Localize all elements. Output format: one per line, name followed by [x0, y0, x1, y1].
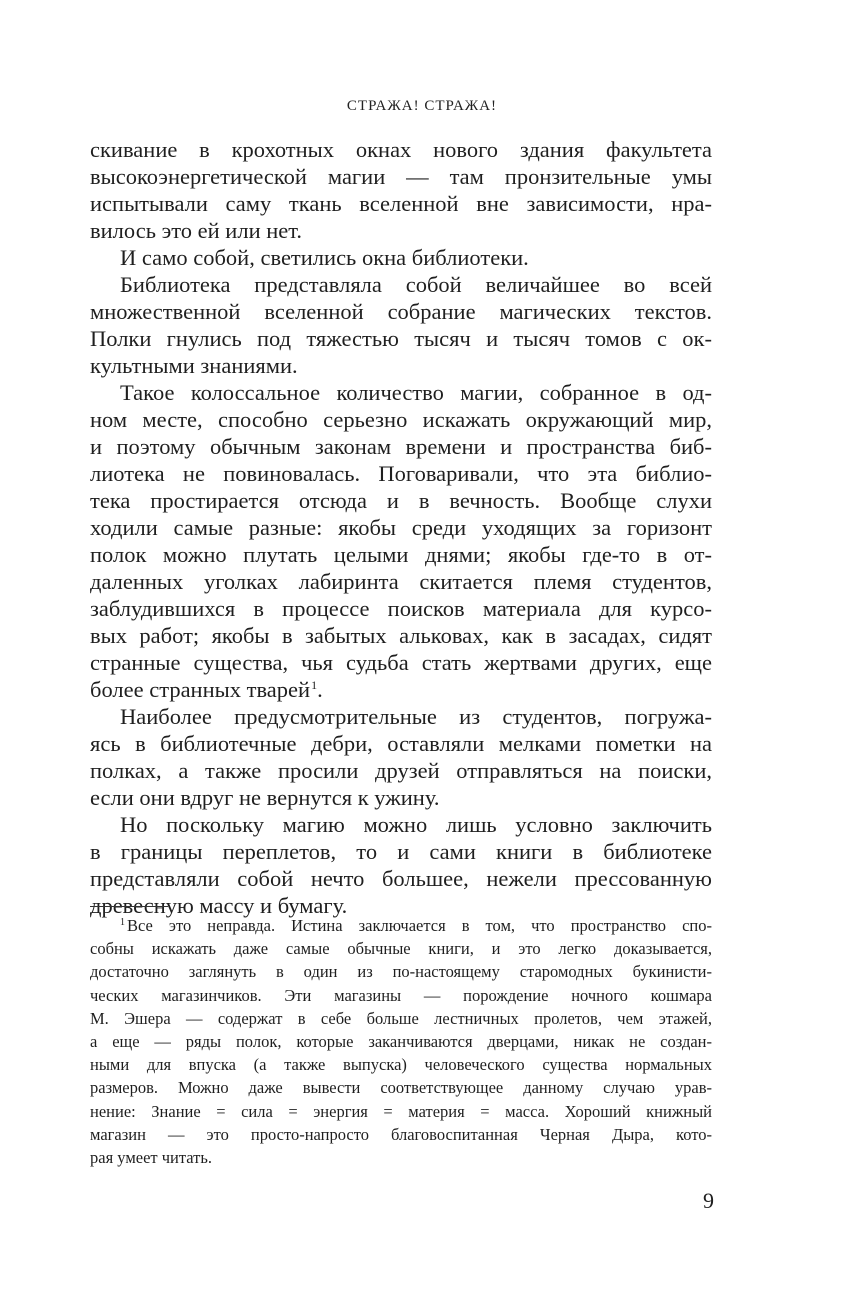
footnote — [90, 914, 712, 1169]
text-line: представляли собой нечто большее, нежели прессованную — [90, 866, 712, 891]
text-line: даленных уголках лабиринта скитается племя студентов, — [90, 569, 712, 594]
footnote-line: достаточно заглянуть в один из по-настоящему старомодных букинисти- — [90, 962, 712, 982]
footnote-line: магазин — это просто-напросто благовоспитанная Черная Дыра, кото- — [90, 1124, 712, 1144]
text-line: ном месте, способно серьезно искажать окружающий мир, — [90, 407, 712, 432]
text-line: полках, а также просили друзей отправляться на поиски, — [90, 758, 712, 783]
text-line: испытывали саму ткань вселенной вне зависимости, нра- — [90, 191, 712, 216]
text-line: странные существа, чья судьба стать жертвами других, еще — [90, 650, 712, 675]
footnote-line-content: Все это неправда. Истина заключается в том, что пространство спо- — [127, 916, 712, 935]
text-line: скивание в крохотных окнах нового здания факультета — [90, 137, 712, 162]
text-line: лиотека не повиновалась. Поговаривали, что эта библио- — [90, 461, 712, 486]
footnote-line: М. Эшера — содержат в себе больше лестничных пролетов, чем этажей, — [90, 1008, 712, 1028]
text-line: множественной вселенной собрание магических текстов. — [90, 299, 712, 324]
sentence-period: . — [317, 677, 323, 702]
text-line-with-footnote-ref — [90, 676, 712, 703]
running-head: СТРАЖА! СТРАЖА! — [346, 98, 498, 114]
text-line: вых работ; якобы в забытых альковах, как в засадах, сидят — [90, 623, 712, 648]
text-line: полок можно плутать целыми днями; якобы где-то в от- — [90, 542, 712, 567]
footnote-line: ческих магазинчиков. Эти магазины — порождение ночного кошмара — [90, 985, 712, 1005]
text-line-content: более странных тварей — [90, 677, 311, 702]
footnote-line — [90, 914, 712, 937]
text-line: Но поскольку магию можно лишь условно заключить — [120, 812, 712, 837]
footnote-line: рая умеет читать. — [90, 1147, 213, 1167]
text-line: ясь в библиотечные дебри, оставляли мелками пометки на — [90, 731, 712, 756]
text-line: если они вдруг не вернутся к ужину. — [90, 785, 440, 810]
footnote-line: а еще — ряды полок, которые заканчиваются дверцами, никак не создан- — [90, 1031, 712, 1051]
text-line: Библиотека представляла собой величайшее во всей — [120, 272, 712, 297]
footnote-divider — [90, 906, 168, 907]
body-text — [90, 136, 712, 919]
footnote-line: ными для впуска (а также выпуска) человеческого существа нормальных — [90, 1055, 712, 1075]
footnote-line: нение: Знание = сила = энергия = материя = масса. Хороший книжный — [90, 1101, 712, 1121]
text-line: Полки гнулись под тяжестью тысяч и тысяч томов с ок- — [90, 326, 712, 351]
text-line: древесную массу и бумагу. — [90, 893, 348, 918]
text-line: Такое колоссальное количество магии, собранное в од- — [120, 380, 712, 405]
text-line: Наиболее предусмотрительные из студентов, погружа- — [120, 704, 712, 729]
text-line: заблудившихся в процессе поисков материала для курсо- — [90, 596, 712, 621]
text-line: ходили самые разные: якобы среди уходящих за горизонт — [90, 515, 712, 540]
footnote-line: размеров. Можно даже вывести соответствующее данному случаю урав- — [90, 1078, 712, 1098]
text-line: высокоэнергетической магии — там пронзительные умы — [90, 164, 712, 189]
footnote-reference[interactable]: 1 — [311, 677, 318, 692]
text-line: вилось это ей или нет. — [90, 218, 303, 243]
footnote-line: собны искажать даже самые обычные книги, и это легко доказывается, — [90, 939, 712, 959]
text-line: и поэтому обычным законам времени и пространства биб- — [90, 434, 712, 459]
page-number: 9 — [703, 1188, 714, 1213]
text-line: в границы переплетов, то и сами книги в библиотеке — [90, 839, 712, 864]
text-line: культными знаниями. — [90, 353, 298, 378]
text-line: тека простирается отсюда и в вечность. Вообще слухи — [90, 488, 712, 513]
text-line: И само собой, светились окна библиотеки. — [120, 245, 529, 270]
footnote-marker: 1 — [120, 916, 125, 928]
